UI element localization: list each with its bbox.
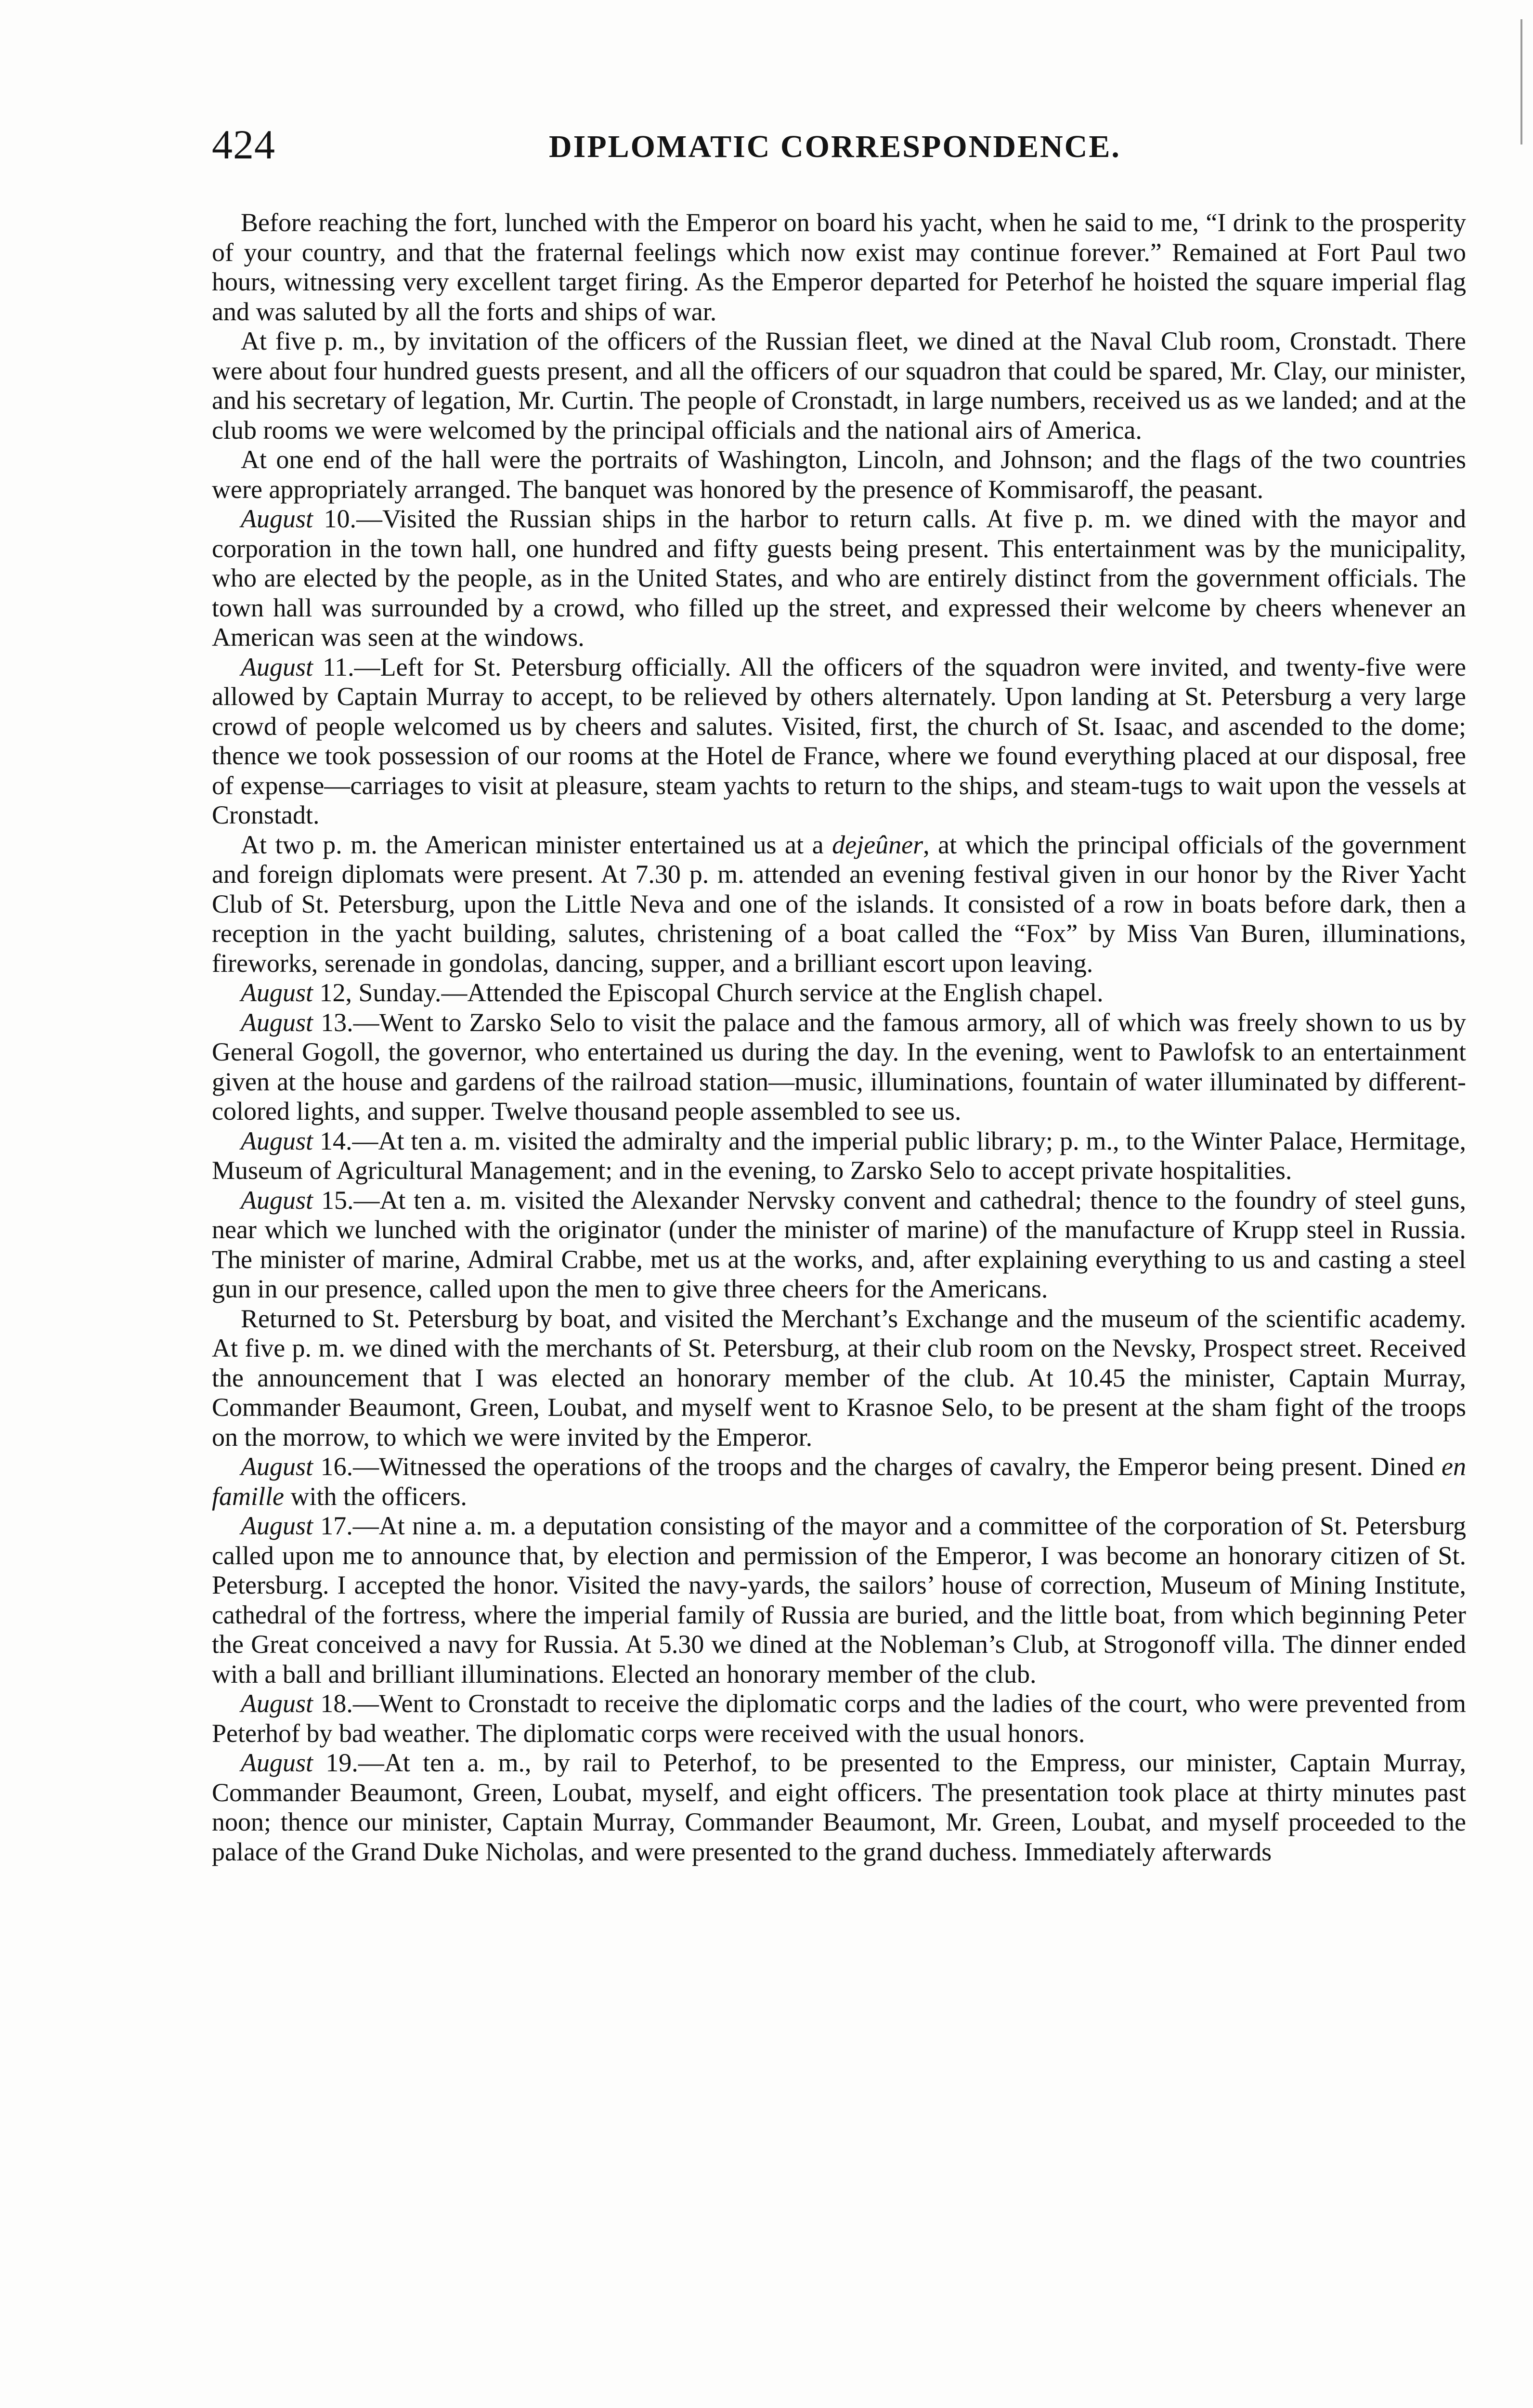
entry-text: 13.—Went to Zarsko Selo to visit the palace and the famous armory, all of which was freely shown to us by General Gogoll, the governor, who entertained us during the day. In the evening, went to Pawlofsk to an entertainment given at the house and gardens of the railroad station—music, illuminations, fountain of water illuminated by different-colored lights, and supper. Twelve thousand people assembled to see us.: [212, 1008, 1466, 1125]
paragraph: [212, 208, 1466, 327]
journal-entry: [212, 1186, 1466, 1304]
journal-entry: [212, 653, 1466, 830]
journal-entry: [212, 1511, 1466, 1689]
page-number: 424: [212, 121, 275, 168]
journal-entry: [212, 1452, 1466, 1511]
paragraph-text: , at which the principal officials of the government and foreign diplomats were present. At 7.30 p. m. attended an evening festival given in our honor by the River Yacht Club of St. Petersburg, upon the Little Neva and one of the islands. It consisted of a row in boats before dark, then a reception in the yacht building, salutes, christening of a boat called the “Fox” by Miss Van Buren, illuminations, fireworks, serenade in gondolas, dancing, supper, and a brilliant escort upon leaving.: [212, 830, 1466, 978]
entry-text: 18.—Went to Cronstadt to receive the diplomatic corps and the ladies of the court, who were prevented from Peterhof by bad weather. The diplomatic corps were received with the usual honors.: [212, 1689, 1466, 1748]
entry-text: 11.—Left for St. Petersburg officially. All the officers of the squadron were invited, and twenty-five were allowed by Captain Murray to accept, to be relieved by others alternately. Upon landing at St. Petersburg a very large crowd of people welcomed us by cheers and salutes. Visited, first, the church of St. Isaac, and ascended to the dome; thence we took possession of our rooms at the Hotel de France, where we found everything placed at our disposal, free of expense—carriages to visit at pleasure, steam yachts to return to the ships, and steam-tugs to wait upon the vessels at Cronstadt.: [212, 652, 1466, 829]
paragraph: [212, 445, 1466, 504]
entry-text: with the officers.: [284, 1481, 467, 1511]
italic-term: en famille: [212, 1452, 1466, 1511]
journal-entry: [212, 1748, 1466, 1867]
paragraph-text: Returned to St. Petersburg by boat, and visited the Merchant’s Exchange and the museum of the scientific academy. At five p. m. we dined with the merchants of St. Petersburg, at their club room on the Nevsky, Prospect street. Received the announcement that I was elected an honorary member of the club. At 10.45 the minister, Captain Murray, Commander Beaumont, Green, Loubat, and myself went to Krasnoe Selo, to be present at the sham fight of the troops on the morrow, to which we were invited by the Emperor.: [212, 1304, 1466, 1452]
running-title: DIPLOMATIC CORRESPONDENCE.: [549, 129, 1121, 164]
entry-text: 15.—At ten a. m. visited the Alexander Nervsky convent and cathedral; thence to the foundry of steel guns, near which we lunched with the originator (under the minister of marine) of the manufacture of Krupp steel in Russia. The minister of marine, Admiral Crabbe, met us at the works, and, after explaining everything to us and casting a steel gun in our presence, called upon the men to give three cheers for the Americans.: [212, 1185, 1466, 1303]
entry-text: 17.—At nine a. m. a deputation consisting of the mayor and a committee of the corporation of St. Petersburg called upon me to announce that, by election and permission of the Emperor, I was become an honorary citizen of St. Petersburg. I accepted the honor. Visited the navy-yards, the sailors’ house of correction, Museum of Mining Institute, cathedral of the fortress, where the imperial family of Russia are buried, and the little boat, from which beginning Peter the Great conceived a navy for Russia. At 5.30 we dined at the Nobleman’s Club, at Strogonoff villa. The dinner ended with a ball and brilliant illuminations. Elected an honorary member of the club.: [212, 1511, 1466, 1688]
paragraph-text: At two p. m. the American minister entertained us at a: [241, 830, 832, 859]
entry-date: August: [241, 1008, 313, 1037]
paragraph: [212, 830, 1466, 979]
entry-date: August: [241, 1511, 313, 1540]
entry-date: August: [241, 978, 313, 1007]
entry-text: 19.—At ten a. m., by rail to Peterhof, to be presented to the Empress, our minister, Captain Murray, Commander Beaumont, Green, Loubat, myself, and eight officers. The presentation took place at thirty minutes past noon; thence our minister, Captain Murray, Commander Beaumont, Mr. Green, Loubat, and myself proceeded to the palace of the Grand Duke Nicholas, and were presented to the grand duchess. Immediately afterwards: [212, 1748, 1466, 1866]
entry-text: 12, Sunday.—Attended the Episcopal Church service at the English chapel.: [313, 978, 1104, 1007]
paragraph-text: Before reaching the fort, lunched with the Emperor on board his yacht, when he said to me, “I drink to the prosperity of your country, and that the fraternal feelings which now exist may continue forever.” Remained at Fort Paul two hours, witnessing very excellent target firing. As the Emperor departed for Peterhof he hoisted the square imperial flag and was saluted by all the forts and ships of war.: [212, 208, 1466, 326]
journal-entry: [212, 1008, 1466, 1126]
journal-entry: [212, 978, 1466, 1008]
paragraph: [212, 1304, 1466, 1453]
paragraph-text: At one end of the hall were the portraits of Washington, Lincoln, and Johnson; and the flags of the two countries were appropriately arranged. The banquet was honored by the presence of Kommisaroff, the peasant.: [212, 445, 1466, 504]
journal-entry: [212, 504, 1466, 653]
paragraph: [212, 327, 1466, 445]
body-text: [212, 208, 1466, 1867]
entry-date: August: [241, 1452, 313, 1481]
paragraph-text: At five p. m., by invitation of the officers of the Russian fleet, we dined at the Naval Club room, Cronstadt. There were about four hundred guests present, and all the officers of our squadron that could be spared, Mr. Clay, our minister, and his secretary of legation, Mr. Curtin. The people of Cronstadt, in large numbers, received us as we landed; and at the club rooms we were welcomed by the principal officials and the national airs of America.: [212, 327, 1466, 445]
entry-date: August: [241, 1689, 313, 1718]
journal-entry: [212, 1689, 1466, 1748]
entry-date: August: [241, 652, 313, 681]
entry-text: 10.—Visited the Russian ships in the harbor to return calls. At five p. m. we dined with the mayor and corporation in the town hall, one hundred and fifty guests being present. This entertainment was by the municipality, who are elected by the people, as in the United States, and who are entirely distinct from the government officials. The town hall was surrounded by a crowd, who filled up the street, and expressed their welcome by cheers whenever an American was seen at the windows.: [212, 504, 1466, 652]
entry-date: August: [241, 1748, 313, 1777]
entry-text: 16.—Witnessed the operations of the troops and the charges of cavalry, the Emperor being present. Dined: [313, 1452, 1442, 1481]
entry-date: August: [241, 1126, 313, 1155]
entry-text: 14.—At ten a. m. visited the admiralty and the imperial public library; p. m., to the Winter Palace, Hermitage, Museum of Agricultural Management; and in the evening, to Zarsko Selo to accept private hospitalities.: [212, 1126, 1466, 1185]
entry-date: August: [241, 504, 313, 533]
page-header: [212, 120, 1466, 173]
journal-entry: [212, 1126, 1466, 1186]
italic-term: dejeûner: [832, 830, 923, 859]
right-edge-shadow: [1520, 19, 1522, 144]
entry-date: August: [241, 1185, 313, 1215]
